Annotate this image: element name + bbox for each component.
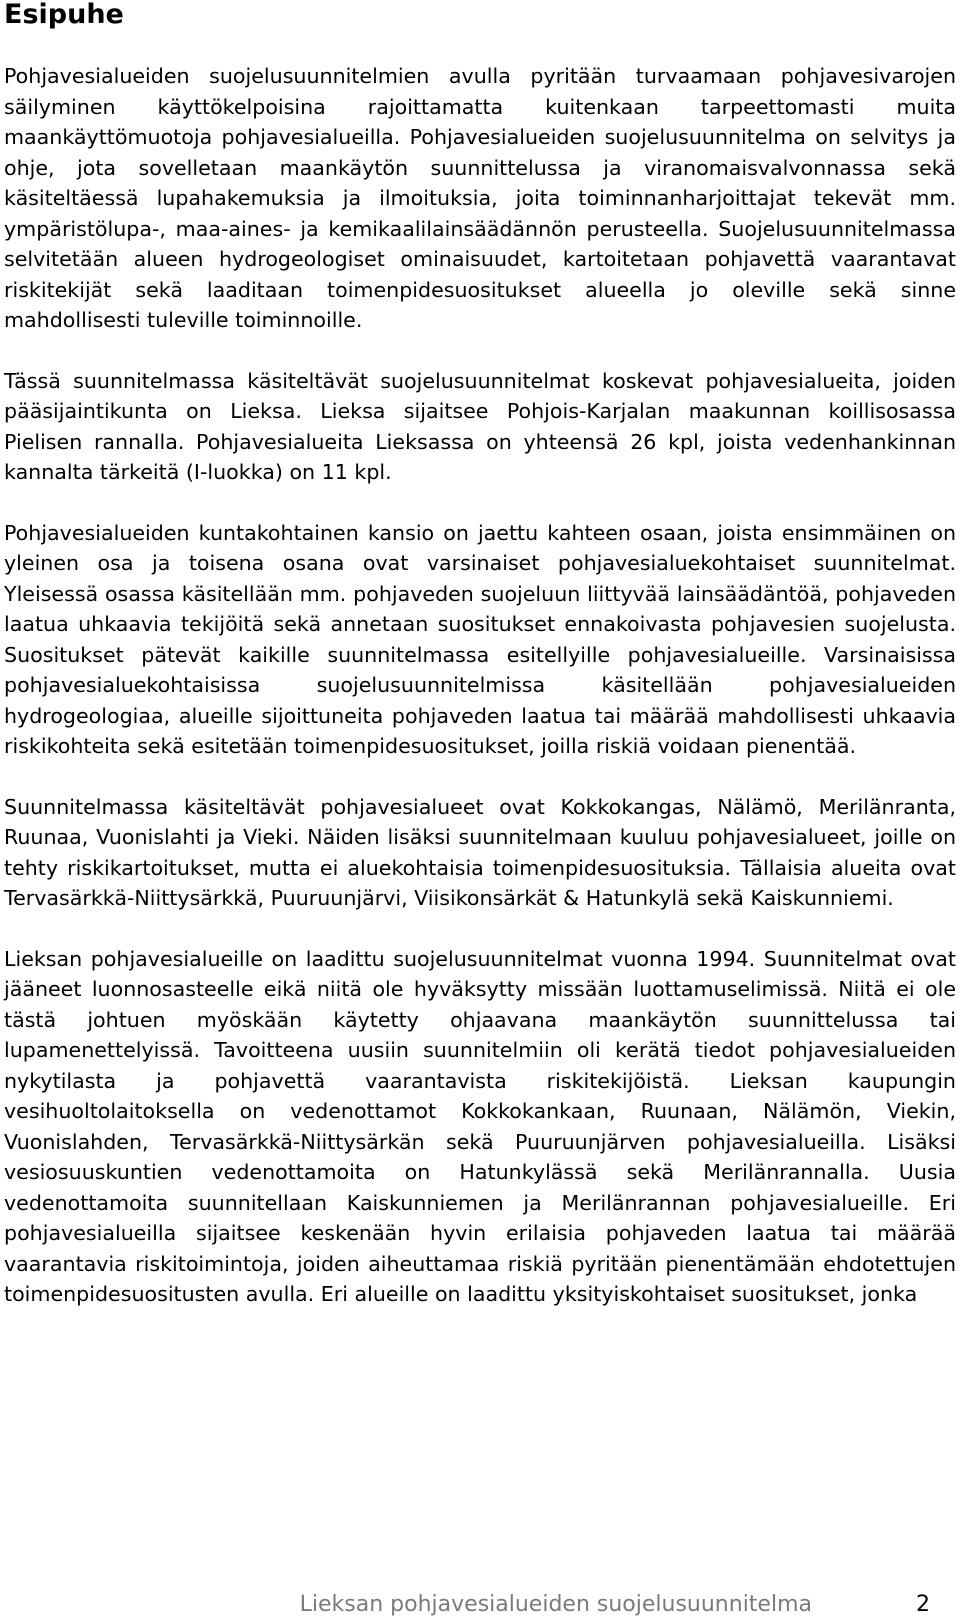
footer-document-title: Lieksan pohjavesialueiden suojelusuunnitelma [299, 1592, 812, 1617]
paragraph-intro: Pohjavesialueiden suojelusuunnitelmien avulla pyritään turvaamaan pohjavesivarojen säilyminen käyttökelpoisina rajoittamatta kuitenkaan tarpeettomasti muita maankäyttömuotoja pohjavesialueilla. Pohjavesialueiden suojelusuunnitelma on selvitys ja ohje, jota sovelletaan maankäytön suunnittelussa ja viranomaisvalvonnassa sekä käsiteltäessä lupahakemuksia ja ilmoituksia, joita toiminnanharjoittajat tekevät mm. ympäristölupa-, maa-aines- ja kemikaalilainsäädännön perusteella. Suojelusuunnitelmassa selvitetään alueen hydrogeologiset ominaisuudet, kartoitetaan pohjavettä vaarantavat riskitekijät sekä laaditaan toimenpidesuositukset alueella jo oleville sekä sinne mahdollisesti tuleville toiminnoille. [4, 64, 956, 332]
paragraph-structure: Pohjavesialueiden kuntakohtainen kansio on jaettu kahteen osaan, joista ensimmäinen on yleinen osa ja toisena osana ovat varsinaiset pohjavesialuekohtaiset suunnitelmat. Yleisessä osassa käsitellään mm. pohjaveden suojeluun liittyvää lainsäädäntöä, pohjaveden laatua uhkaavia tekijöitä sekä annetaan suositukset ennakoivasta pohjavesien suojelusta. Suositukset pätevät kaikille suunnitelmassa esitellyille pohjavesialueille. Varsinaisissa pohjavesialuekohtaisissa suojelusuunnitelmissa käsitellään pohjavesialueiden hydrogeologiaa, alueille sijoittuneita pohjaveden laatua tai määrää mahdollisesti uhkaavia riskikohteita sekä esitetään toimenpidesuositukset, joilla riskiä voidaan pienentää. [4, 520, 956, 758]
document-page [4, 0, 956, 1310]
paragraph-areas: Suunnitelmassa käsiteltävät pohjavesialueet ovat Kokkokangas, Nälämö, Merilänranta, Ruunaa, Vuonislahti ja Vieki. Näiden lisäksi suunnitelmaan kuuluu pohjavesialueet, joille on tehty riskikartoitukset, mutta ei aluekohtaisia toimenpidesuosituksia. Tällaisia alueita ovat Tervasärkkä-Niittysärkkä, Puuruunjärvi, Viisikonsärkät & Hatunkylä sekä Kaiskunniemi. [4, 794, 956, 910]
paragraph-scope: Tässä suunnitelmassa käsiteltävät suojelusuunnitelmat koskevat pohjavesialueita, joiden pääsijaintikunta on Lieksa. Lieksa sijaitsee Pohjois-Karjalan maakunnan koillisosassa Pielisen rannalla. Pohjavesialueita Lieksassa on yhteensä 26 kpl, joista vedenhankinnan kannalta tärkeitä (I-luokka) on 11 kpl. [4, 368, 956, 484]
page-title: Esipuhe [4, 0, 124, 30]
footer-page-number: 2 [916, 1592, 930, 1617]
paragraph-history: Lieksan pohjavesialueille on laadittu suojelusuunnitelmat vuonna 1994. Suunnitelmat ovat jääneet luonnosasteelle eikä niitä ole hyväksytty missään luottamuselimissä. Niitä ei ole tästä johtuen myöskään käytetty ohjaavana maankäytön suunnittelussa tai lupamenettelyissä. Tavoitteena uusiin suunnitelmiin oli kerätä tiedot pohjavesialueiden nykytilasta ja pohjavettä vaarantavista riskitekijöistä. Lieksan kaupungin vesihuoltolaitoksella on vedenottamot Kokkokankaan, Ruunaan, Nälämön, Viekin, Vuonislahden, Tervasärkkä-Niittysärkän sekä Puuruunjärven pohjavesialueilla. Lisäksi vesiosuuskuntien vedenottamoita on Hatunkylässä sekä Merilänrannalla. Uusia vedenottamoita suunnitellaan Kaiskunniemen ja Merilänrannan pohjavesialueille. Eri pohjavesialueilla sijaitsee keskenään hyvin erilaisia pohjaveden laatua tai määrää vaarantavia riskitoimintoja, joiden aiheuttamaa riskiä pyritään pienentämään ehdotettujen toimenpidesuositusten avulla. Eri alueille on laadittu yksityiskohtaiset suositukset, jonka [4, 946, 956, 1306]
page-footer [0, 1590, 960, 1620]
